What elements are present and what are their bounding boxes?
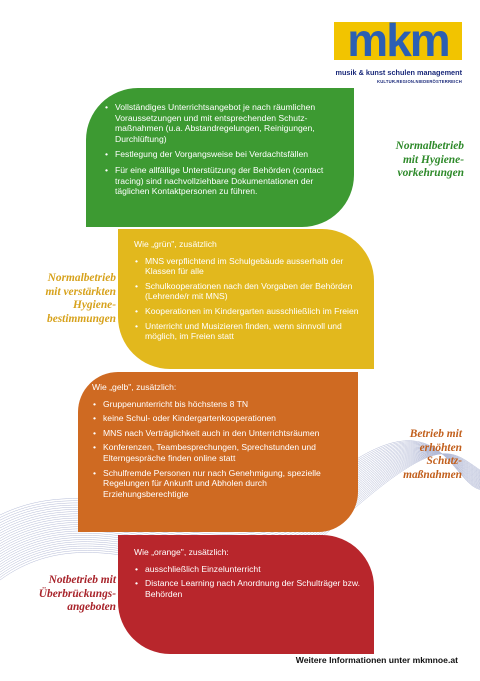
list-item: • ausschließlich Einzelunterricht [134,564,362,575]
list-item: • Konferenzen, Teambesprechungen, Sprechstunden und Elterngespräche finden online statt [92,442,346,463]
orange-list [92,399,346,500]
list-item: • Schulkooperationen nach den Vorgaben der Behörden (Lehrende/r mit MNS) [134,281,362,302]
section-red [118,535,374,654]
list-item: • Unterricht und Musizieren finden, wenn sinnvoll und möglich, im Freien statt [134,321,362,342]
list-item: • Kooperationen im Kindergarten ausschließlich im Freien [134,306,362,317]
section-intro: Wie „gelb", zusätzlich: [92,382,177,392]
list-item: • Festlegung der Vorgangsweise bei Verdachtsfällen [104,149,340,160]
section-green [86,88,354,227]
section-intro: Wie „orange", zusätzlich: [134,547,229,557]
yellow-list [134,256,362,342]
list-item: • Vollständiges Unterrichtsangebot je nach räumlichen Voraussetzungen und mit entsprechenden Schutz-maßnahmen (u.a. Abstandregelungen, Reinigungen, Durchlüftung) [104,102,340,144]
list-item: • MNS verpflichtend im Schulgebäude ausserhalb der Klassen für alle [134,256,362,277]
section-orange [78,372,358,532]
svg-text:mkm: mkm [347,18,449,64]
list-item: • Distance Learning nach Anordnung der Schulträger bzw. Behörden [134,578,362,599]
section-label-orange: Betrieb mit erhöhten Schutz- maßnahmen [403,428,462,481]
footer-info-link-text: Weitere Informationen unter mkmnoe.at [295,655,458,665]
section-label-yellow: Normalbetrieb mit verstärkten Hygiene- bestimmungen [45,272,116,325]
mkm-logo-mark [334,18,462,64]
list-item: • keine Schul- oder Kindergartenkooperationen [92,413,346,424]
list-item: • Gruppenunterricht bis höchstens 8 TN [92,399,346,410]
list-item: • Schulfremde Personen nur nach Genehmigung, spezielle Regelungen für Ankunft und Abholen durch Erziehungsberechtigte [92,468,346,500]
section-intro: Wie „grün", zusätzlich [134,239,217,249]
logo-region-tagline: KULTUR.REGION.NIEDERÖSTERREICH [376,79,462,84]
section-label-green: Normalbetrieb mit Hygiene- vorkehrungen [395,140,464,180]
red-list [134,564,362,600]
section-yellow [118,229,374,369]
list-item: • MNS nach Verträglichkeit auch in den Unterrichtsräumen [92,428,346,439]
logo-organization-name: musik & kunst schulen management [335,68,462,77]
green-list [104,102,340,197]
section-label-red: Notbetrieb mit Überbrückungs- angeboten [38,574,116,614]
list-item: • Für eine allfällige Unterstützung der Behörden (contact tracing) sind nachvollziehbare Dokumentationen der täglichen Kontaktpersonen zu führen. [104,165,340,197]
